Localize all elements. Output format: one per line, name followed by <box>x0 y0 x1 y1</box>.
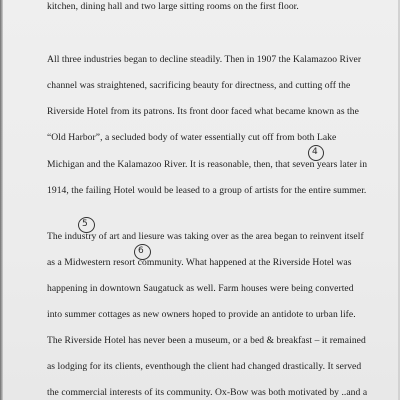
annotation-mark: 6 <box>138 246 144 256</box>
annotation-mark: 4 <box>312 147 318 157</box>
text-line: The Riverside Hotel has never been a museum, or a bed & breakfast – it remained <box>47 335 366 346</box>
annotation-mark: 5 <box>82 219 88 229</box>
text-line: 1914, the failing Hotel would be leased to a group of artists for the entire summer. <box>47 185 367 196</box>
text-line: Michigan and the Kalamazoo River. It is reasonable, then, that seven years later in <box>47 159 368 170</box>
text-line: happening in downtown Saugatuck as well. Farm houses were being converted <box>47 283 354 294</box>
text-line: kitchen, dining hall and two large sitting rooms on the first floor. <box>47 1 299 12</box>
text-line: Riverside Hotel from its patrons. Its front door faced what became known as the <box>47 106 359 117</box>
page-left-edge-shadow <box>0 0 3 400</box>
text-line: The industry of art and liesure was taking over as the area began to reinvent itself <box>47 231 364 242</box>
text-line: as lodging for its clients, eventhough the client had changed drastically. It served <box>47 361 362 372</box>
text-line: into summer cottages as new owners hoped to provide an antidote to urban life. <box>47 309 356 320</box>
text-line: channel was straightened, sacrificing beauty for directness, and cutting off the <box>47 80 351 91</box>
text-line: as a Midwestern resort community. What happened at the Riverside Hotel was <box>47 257 352 268</box>
text-line: “Old Harbor”, a secluded body of water essentially cut off from both Lake <box>47 132 337 143</box>
text-line: All three industries began to decline steadily. Then in 1907 the Kalamazoo River <box>47 54 362 65</box>
text-line: the commercial interests of its community. Ox-Bow was both motivated by ..and a <box>47 387 368 398</box>
